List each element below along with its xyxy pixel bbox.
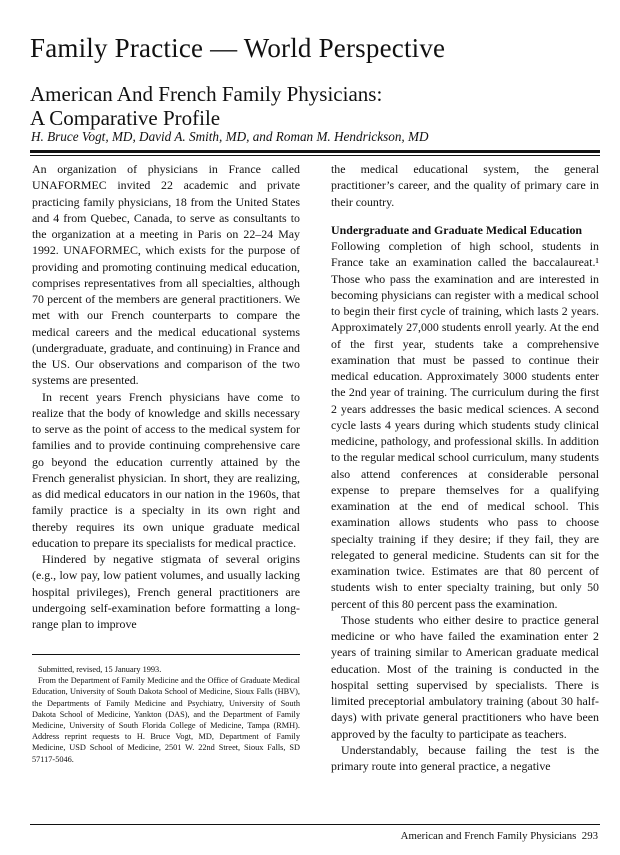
body-paragraph: An organization of physicians in France called UNAFORMEC invited 22 academic and private practicing family physicians, 18 from the United States and 4 from Quebec, Canada, to serve as consultants to the organization at a meeting in Paris on 22–24 May 1992. UNAFORMEC, which exists for the purpose of providing and promoting continuing medical education, comprises representatives from all specialties, although 70 percent of the members are general practitioners. We met with our French counterparts to compare the medical careers and the medical educational systems (undergraduate, graduate, and continuing) in France and the US. Our observations and comparison of the two systems are presented. <box>32 162 300 388</box>
article-title <box>30 82 382 130</box>
running-footer <box>401 830 598 842</box>
body-paragraph: Hindered by negative stigmata of several origins (e.g., low pay, low patient volumes, and usually lacking hospital privileges), French general practitioners are undergoing self-examination before formatting a long-range plan to improve <box>32 552 300 631</box>
author-list: H. Bruce Vogt, MD, David A. Smith, MD, and Roman M. Hendrickson, MD <box>31 129 429 144</box>
body-paragraph: Following completion of high school, students in France take an examination called the baccalaureat.¹ Those who pass the examination and are interested in becoming physicians can register with a medical school to begin their first cycle of training, which lasts 2 years. Approximately 27,000 students enroll yearly. At the end of the first year, students take a comprehensive examination that must be passed to continue their medical education. Approximately 3000 students enter the 2nd year of training. The curriculum during the first 2 years addresses the basic medical sciences. A second cycle lasts 4 years during which students study clinical medicine, pathology, and professional skills. In addition to the regular medical school curriculum, many students also attend conferences at considerable personal expense to prepare themselves for a qualifying examination at the end of medical school. This examination allows students who pass to choose specialty training if they desire; if they fail, they are relegated to general medicine. Students can sit for the examination twice. Estimates are that 80 percent of students wish to enter specialty training, but only 50 percent of this 80 percent pass the examination. <box>331 239 599 611</box>
affiliation-note: From the Department of Family Medicine and the Office of Graduate Medical Education, University of South Dakota School of Medicine, Sioux Falls (HBV), the Departments of Family Medicine and Psychiatry, University of South Dakota School of Medicine, Yankton (DAS), and the Department of Family Medicine, University of South Florida College of Medicine, Tampa (RMH). Address reprint requests to H. Bruce Vogt, MD, Department of Family Medicine, USD School of Medicine, 2501 W. 22nd Street, Sioux Falls, SD 57117-5046. <box>32 676 300 764</box>
section-heading: Undergraduate and Graduate Medical Education <box>331 222 583 237</box>
header-rule-thin <box>30 155 600 156</box>
footnotes <box>32 664 300 765</box>
footer-rule <box>30 824 600 825</box>
body-paragraph: In recent years French physicians have come to realize that the body of knowledge and skills necessary to serve as the point of access to the medical system for families and to provide continuing comprehensive care go beyond the education currently attained by the French generalist physician. In short, they are realizing, as did medical educators in our nation in the 1960s, that family practice is a specialty in its own right and thereby requires its own unique graduate medical education to prepare its specialists for medical practice. <box>32 389 300 550</box>
running-title: American and French Family Physicians <box>400 830 577 842</box>
body-paragraph: Those students who either desire to practice general medicine or who have failed the examination enter 2 years of training similar to American graduate medical education. Most of the training is conducted in the hospital setting supervised by specialists. There is limited preceptorial ambulatory training (about 30 half-days) with private general practitioners who have been approved by the faculty to participate as teachers. <box>331 612 599 741</box>
right-column <box>331 161 599 774</box>
page-number: 293 <box>581 830 598 842</box>
section-title: Family Practice — World Perspective <box>30 33 446 63</box>
submission-note: Submitted, revised, 15 January 1993. <box>38 665 162 674</box>
footnote-rule <box>32 654 300 655</box>
body-paragraph: Understandably, because failing the test is the primary route into general practice, a negative <box>331 742 599 773</box>
article-title-line-1: American And French Family Physicians: <box>30 82 383 106</box>
left-column <box>32 161 300 632</box>
body-paragraph: the medical educational system, the general practitioner’s career, and the quality of primary care in their country. <box>331 162 599 209</box>
header-rule-thick <box>30 150 600 153</box>
article-title-line-2: A Comparative Profile <box>30 106 221 130</box>
